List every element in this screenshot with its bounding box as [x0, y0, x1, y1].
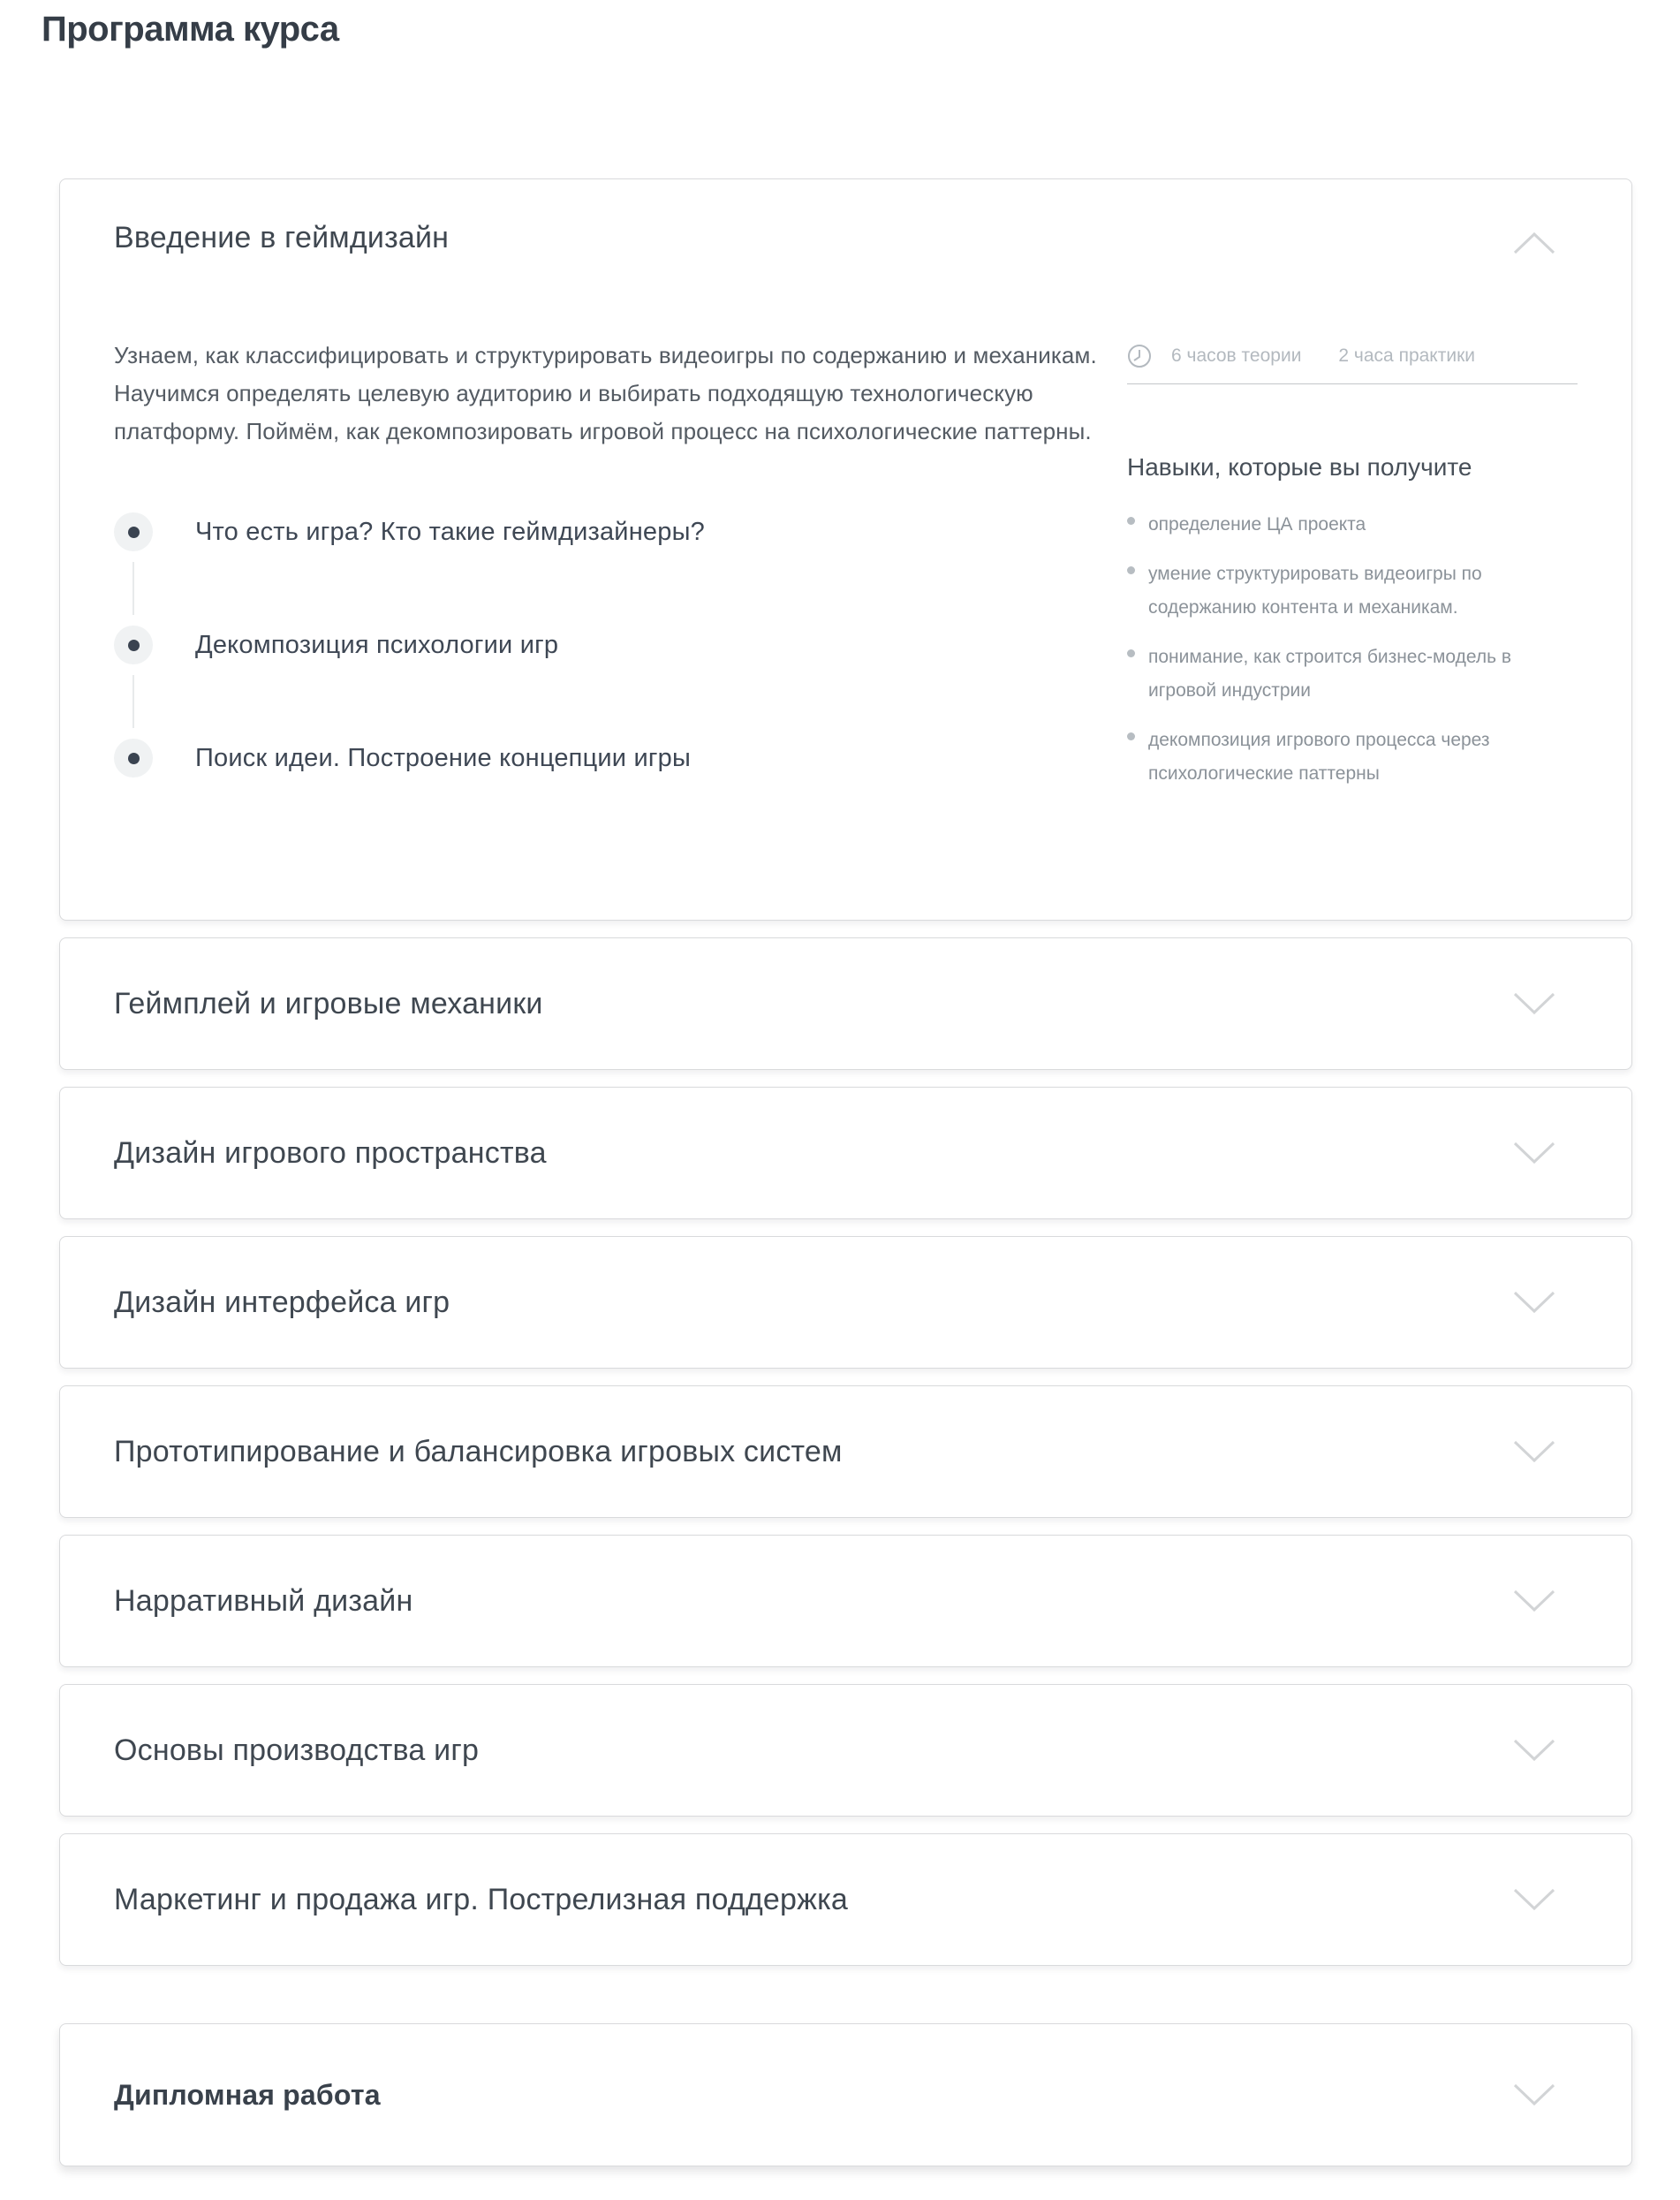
module-title: Маркетинг и продажа игр. Пострелизная поддержка — [114, 1883, 849, 1916]
module-hours — [1127, 344, 1578, 368]
skill-bullet-icon — [1127, 649, 1135, 657]
lesson-title: Декомпозиция психологии игр — [195, 630, 559, 659]
module-card-collapsed[interactable] — [59, 1833, 1632, 1966]
skill-item — [1127, 641, 1578, 708]
module-card-collapsed[interactable] — [59, 1385, 1632, 1518]
chevron-up-icon[interactable] — [1512, 231, 1556, 255]
skill-text: определение ЦА проекта — [1148, 514, 1366, 535]
module-title: Дипломная работа — [114, 2079, 381, 2111]
lesson-bullet-icon — [114, 739, 153, 778]
module-description: Узнаем, как классифицировать и структурировать видеоигры по содержанию и механикам. Научимся определять целевую аудиторию и выбирать подходящую технологическую платформу. Поймём, как декомпозировать игровой процесс на психологические паттерны. — [114, 342, 1097, 444]
module-card-collapsed[interactable] — [59, 1236, 1632, 1369]
module-left-column — [114, 337, 1125, 807]
lesson-connector-line — [132, 562, 134, 615]
lesson-item — [114, 739, 1125, 778]
lesson-list — [114, 512, 1125, 778]
hours-theory: 6 часов теории — [1171, 345, 1302, 366]
module-title: Прототипирование и балансировка игровых систем — [114, 1435, 843, 1468]
module-card-collapsed[interactable] — [59, 1684, 1632, 1817]
skill-item — [1127, 724, 1578, 791]
module-title: Дизайн интерфейса игр — [114, 1286, 450, 1319]
page-title: Программа курса — [42, 10, 339, 49]
lesson-bullet-icon — [114, 512, 153, 551]
module-title: Введение в геймдизайн — [114, 221, 450, 254]
lesson-title: Что есть игра? Кто такие геймдизайнеры? — [195, 517, 705, 546]
chevron-down-icon[interactable] — [1512, 1738, 1556, 1763]
hours-practice: 2 часа практики — [1338, 345, 1475, 366]
chevron-down-icon[interactable] — [1512, 1290, 1556, 1315]
clock-icon — [1127, 344, 1152, 368]
module-title: Нарративный дизайн — [114, 1584, 413, 1618]
skill-bullet-icon — [1127, 732, 1135, 740]
skill-text: декомпозиция игрового процесса через психологические паттерны — [1148, 730, 1490, 784]
lesson-item — [114, 512, 1125, 551]
chevron-down-icon[interactable] — [1512, 1589, 1556, 1613]
module-header[interactable] — [114, 220, 1578, 255]
course-program-accordion — [59, 178, 1632, 2166]
chevron-down-icon[interactable] — [1512, 1887, 1556, 1912]
skill-item — [1127, 558, 1578, 625]
lesson-item — [114, 626, 1125, 664]
module-card-expanded — [59, 178, 1632, 921]
chevron-down-icon[interactable] — [1512, 2082, 1556, 2107]
skill-bullet-icon — [1127, 517, 1135, 525]
chevron-down-icon[interactable] — [1512, 991, 1556, 1016]
module-card-collapsed[interactable] — [59, 1087, 1632, 1219]
skill-bullet-icon — [1127, 566, 1135, 574]
skills-heading: Навыки, которые вы получите — [1127, 453, 1472, 481]
lesson-bullet-icon — [114, 626, 153, 664]
module-title: Геймплей и игровые механики — [114, 987, 543, 1020]
skills-list — [1127, 508, 1578, 791]
lesson-connector-line — [132, 675, 134, 728]
skill-item — [1127, 508, 1578, 542]
module-card-collapsed[interactable] — [59, 1535, 1632, 1667]
chevron-down-icon[interactable] — [1512, 1439, 1556, 1464]
hours-divider — [1127, 383, 1578, 384]
module-right-column — [1127, 337, 1578, 807]
module-title: Основы производства игр — [114, 1733, 480, 1767]
lesson-title: Поиск идеи. Построение концепции игры — [195, 743, 692, 772]
module-card-collapsed[interactable] — [59, 2023, 1632, 2166]
module-title: Дизайн игрового пространства — [114, 1136, 547, 1170]
chevron-down-icon[interactable] — [1512, 1141, 1556, 1165]
module-card-collapsed[interactable] — [59, 937, 1632, 1070]
module-body — [114, 337, 1578, 807]
skill-text: понимание, как строится бизнес-модель в игровой индустрии — [1148, 647, 1512, 701]
skill-text: умение структурировать видеоигры по содержанию контента и механикам. — [1148, 564, 1482, 618]
